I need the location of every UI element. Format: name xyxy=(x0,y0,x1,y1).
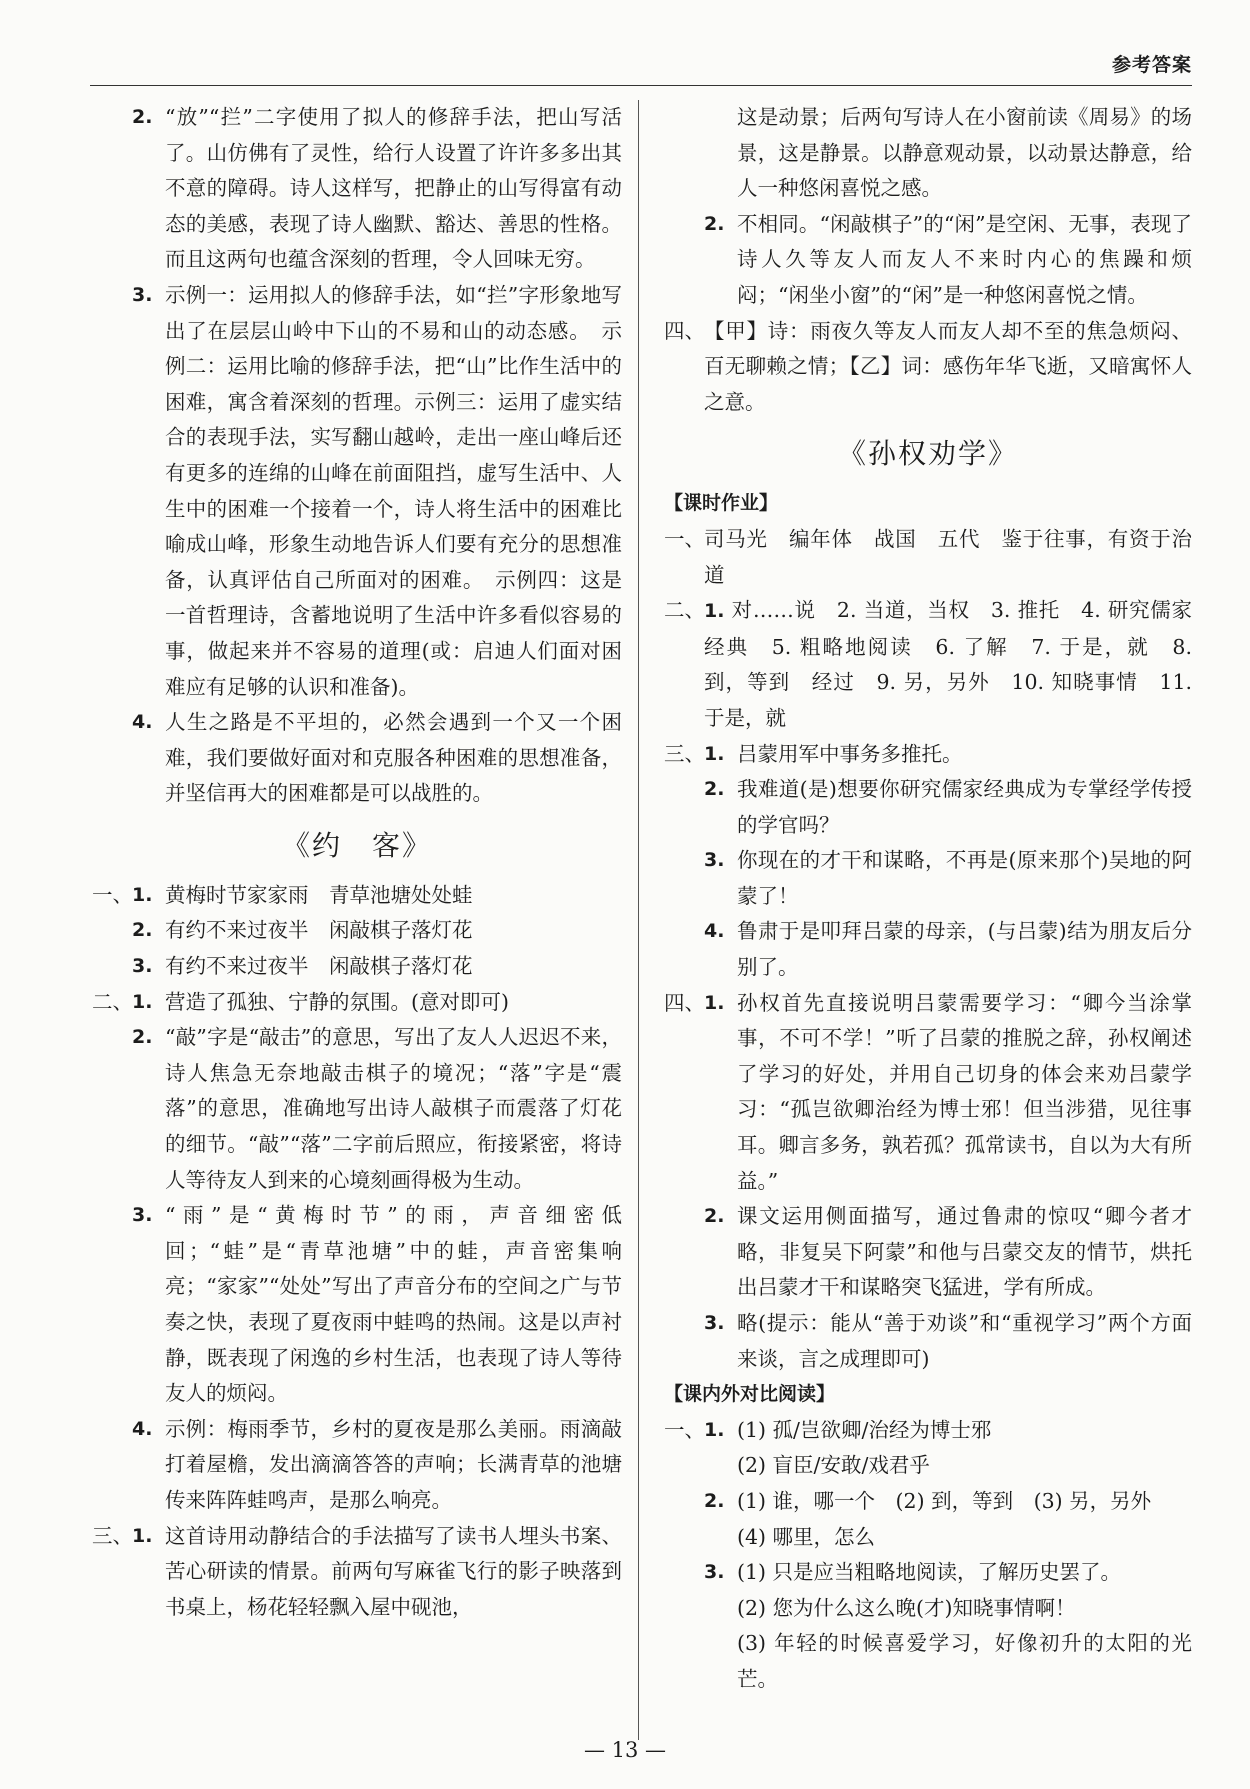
poem-title-sunquan: 《孙权劝学》 xyxy=(837,437,1018,471)
answer-item: 一、 1. (1) 孤/岂欲卿/治经为博士邪 (2) 盲臣/安敢/戏君乎 xyxy=(664,1417,992,1478)
answer-item: 4. 鲁肃于是叩拜吕蒙的母亲，(与吕蒙)结为朋友后分别了。 xyxy=(704,919,1192,980)
answer-item: 2. “放”“拦”二字使用了拟人的修辞手法，把山写活了。山仿佛有了灵性，给行人设置了许许多多出其不意的障碍。诗人这样写，把静止的山写得富有动态的美感，表现了诗人幽默、豁达、善思的性格。而且这两句也蕴含深刻的哲理，令人回味无穷。 xyxy=(132,105,622,272)
answer-item: 一、 司马光 编年体 战国 五代 鉴于往事，有资于治道 xyxy=(664,526,1192,587)
answer-item: 四、 1. 孙权首先直接说明吕蒙需要学习：“卿今当涂掌事，不可不学！”听了吕蒙的推脱之辞，孙权阐述了学习的好处，并用自己切身的体会来劝吕蒙学习：“孤岂欲卿治经为博士邪！但当涉猎，见往事耳。卿言多务，孰若孤？孤常读书，自以为大有所益。” xyxy=(664,990,1192,1193)
answer-item: 3. “雨”是“黄梅时节”的雨，声音细密低回；“蛙”是“青草池塘”中的蛙，声音密集响亮；“家家”“处处”写出了声音分布的空间之广与节奏之快，表现了夏夜雨中蛙鸣的热闹。这是以声衬静，既表现了闲逸的乡村生活，也表现了诗人等待友人的烦闷。 xyxy=(132,1203,622,1406)
answer-item: 二、 1. 对……说 2. 当道，当权 3. 推托 4. 研究儒家经典 5. 粗略地阅读 6. 了解 7. 于是，就 8. 到，等到 经过 9. 另，另外 10. 知晓事情 11. 于是，就 xyxy=(664,598,1192,730)
answer-item: 2. 我难道(是)想要你研究儒家经典成为专掌经学传授的学官吗？ xyxy=(704,777,1192,837)
right-column xyxy=(664,100,1192,1698)
answer-item: 四、 【甲】诗：雨夜久等友人而友人却不至的焦急烦闷、百无聊赖之情；【乙】词：感伤年华飞逝，又暗寓怀人之意。 xyxy=(664,318,1192,414)
column-divider xyxy=(638,100,639,1740)
answer-item: 三、 1. 吕蒙用军中事务多推托。 xyxy=(664,741,963,766)
header-title: 参考答案 xyxy=(1111,54,1192,76)
answer-item: 4. 人生之路是不平坦的，必然会遇到一个又一个困难，我们要做好面对和克服各种困难的思想准备，并坚信再大的困难都是可以战胜的。 xyxy=(132,710,622,806)
answer-item: 4. 示例：梅雨季节，乡村的夏夜是那么美丽。雨滴敲打着屋檐，发出滴滴答答的声响；长满青草的池塘传来阵阵蛙鸣声，是那么响亮。 xyxy=(132,1416,622,1512)
answer-item: 3. 有约不来过夜半 闲敲棋子落灯花 xyxy=(132,954,473,979)
page-number: — 13 — xyxy=(583,1738,667,1762)
answer-item: 三、 1. 这首诗用动静结合的手法描写了读书人埋头书案、苦心研读的情景。前两句写麻雀飞行的影子映落到书桌上，杨花轻轻飘入屋中砚池， xyxy=(92,1523,622,1619)
section-title-comparison: 【课内外对比阅读】 xyxy=(664,1383,836,1406)
answer-continuation: 这是动景；后两句写诗人在小窗前读《周易》的场景，这是静景。以静意观动景，以动景达静意，给人一种悠闲喜悦之感。 xyxy=(737,105,1192,201)
poem-title-yueke: 《约 客》 xyxy=(281,828,432,862)
answer-item: 2. (1) 谁，哪一个 (2) 到，等到 (3) 另，另外 (4) 哪里，怎么 xyxy=(704,1488,1152,1549)
answer-item: 一、 1. 黄梅时节家家雨 青草池塘处处蛙 xyxy=(92,882,473,907)
header-rule xyxy=(90,85,1192,86)
left-column xyxy=(92,100,622,1625)
answer-item: 3. 略(提示：能从“善于劝谈”和“重视学习”两个方面来谈，言之成理即可) xyxy=(704,1311,1192,1371)
answer-item: 3. 你现在的才干和谋略，不再是(原来那个)吴地的阿蒙了！ xyxy=(704,848,1192,908)
section-title-homework: 【课时作业】 xyxy=(664,492,779,515)
answer-item: 2. 不相同。“闲敲棋子”的“闲”是空闲、无事，表现了诗人久等友人而友人不来时内心的焦躁和烦闷；“闲坐小窗”的“闲”是一种悠闲喜悦之情。 xyxy=(704,211,1192,307)
answer-item: 3. (1) 只是应当粗略地阅读，了解历史罢了。 (2) 您为什么这么晚(才)知晓事情啊！ (3) 年轻的时候喜爱学习，好像初升的太阳的光芒。 xyxy=(704,1560,1192,1691)
answer-item: 二、 1. 营造了孤独、宁静的氛围。(意对即可) xyxy=(92,989,509,1014)
answer-item: 2. 有约不来过夜半 闲敲棋子落灯花 xyxy=(132,918,473,943)
answer-item: 2. 课文运用侧面描写，通过鲁肃的惊叹“卿今者才略，非复吴下阿蒙”和他与吕蒙交友的情节，烘托出吕蒙才干和谋略突飞猛进，学有所成。 xyxy=(704,1204,1192,1300)
answer-item: 3. 示例一：运用拟人的修辞手法，如“拦”字形象地写出了在层层山岭中下山的不易和山的动态感。 示例二：运用比喻的修辞手法，把“山”比作生活中的困难，寓含着深刻的哲理。示例三：运用了虚实结合的表现手法，实写翻山越岭，走出一座山峰后还有更多的连绵的山峰在前面阻挡，虚写生活中、人生中的困难一个接着一个，诗人将生活中的困难比喻成山峰，形象生动地告诉人们要有充分的思想准备，认真评估自己所面对的困难。 示例四：这是一首哲理诗，含蓄地说明了生活中许多看似容易的事，做起来并不容易的道理(或：启迪人们面对困难应有足够的认识和准备)。 xyxy=(132,282,622,699)
answer-item: 2. “敲”字是“敲击”的意思，写出了友人人迟迟不来，诗人焦急无奈地敲击棋子的境况；“落”字是“震落”的意思，准确地写出诗人敲棋子而震落了灯花的细节。“敲”“落”二字前后照应，衔接紧密，将诗人等待友人到来的心境刻画得极为生动。 xyxy=(132,1025,622,1192)
